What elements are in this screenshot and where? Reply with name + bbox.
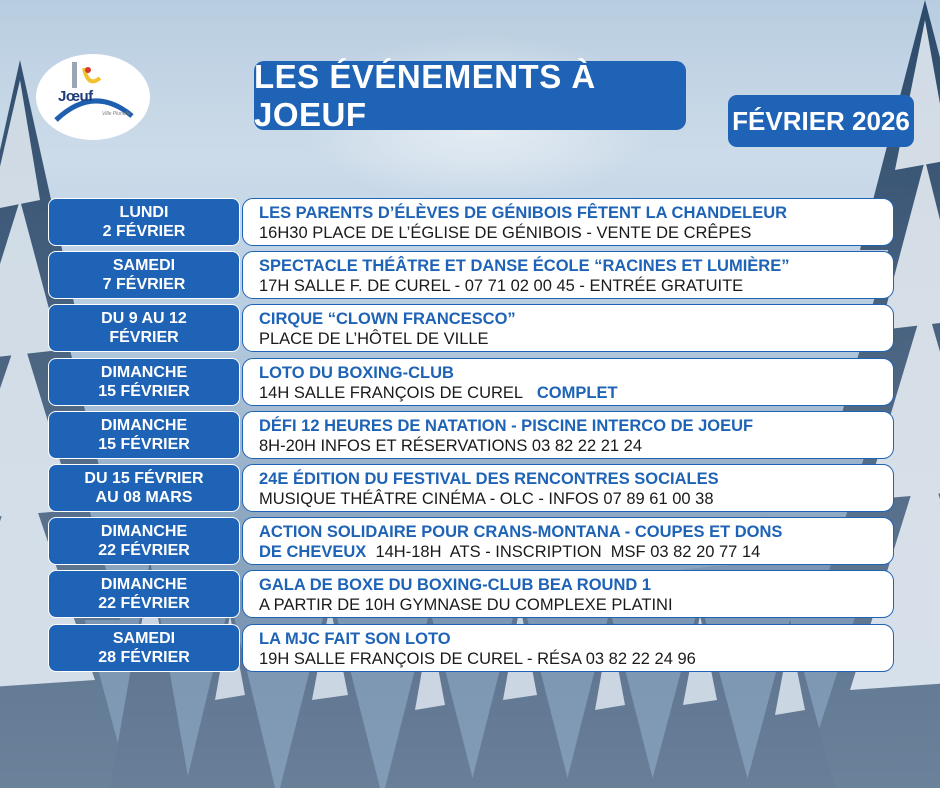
event-date — [48, 358, 240, 406]
event-date-line2: AU 08 MARS — [95, 488, 193, 506]
event-details — [242, 570, 894, 618]
event-date-line2: 28 FÉVRIER — [98, 648, 190, 666]
event-details — [242, 198, 894, 246]
event-date-line2: 15 FÉVRIER — [98, 435, 190, 453]
event-date-line2: 7 FÉVRIER — [102, 276, 186, 294]
event-info: 8H-20H INFOS ET RÉSERVATIONS 03 82 22 21 24 — [259, 436, 643, 455]
month-badge: FÉVRIER 2026 — [728, 95, 914, 147]
event-info: 17H SALLE F. DE CUREL - 07 71 02 00 45 - ENTRÉE GRATUITE — [259, 277, 744, 296]
event-title: DÉFI 12 HEURES DE NATATION - PISCINE INTERCO DE JOEUF — [259, 416, 754, 435]
event-date-line1: DIMANCHE — [100, 523, 188, 541]
event-details — [242, 251, 894, 299]
logo-wordmark: Jœuf — [58, 88, 93, 105]
event-title: ACTION SOLIDAIRE POUR CRANS-MONTANA - COUPES ET DONS — [259, 523, 783, 542]
event-row — [48, 304, 894, 352]
event-title: CIRQUE “CLOWN FRANCESCO” — [259, 310, 516, 329]
event-info: 19H SALLE FRANÇOIS DE CUREL - RÉSA 03 82 22 24 96 — [259, 649, 696, 668]
sold-out-badge: COMPLET — [536, 383, 618, 402]
event-date-line2: 22 FÉVRIER — [98, 542, 190, 560]
event-title: LA MJC FAIT SON LOTO — [259, 629, 451, 648]
event-date-line1: DU 9 AU 12 — [101, 310, 187, 328]
event-row — [48, 464, 894, 512]
event-date — [48, 411, 240, 459]
event-details — [242, 304, 894, 352]
event-date — [48, 198, 240, 246]
event-details — [242, 358, 894, 406]
event-details — [242, 517, 894, 565]
event-details — [242, 411, 894, 459]
event-date — [48, 251, 240, 299]
event-date-line2: 2 FÉVRIER — [102, 223, 186, 240]
event-date-line2: FÉVRIER — [109, 329, 179, 347]
event-date — [48, 570, 240, 618]
event-info-text: 14H SALLE FRANÇOIS DE CUREL — [259, 383, 524, 402]
event-row — [48, 517, 894, 565]
city-logo — [36, 54, 150, 140]
event-row — [48, 251, 894, 299]
event-date-line1: SAMEDI — [112, 257, 176, 275]
event-date — [48, 517, 240, 565]
event-date-line2: 15 FÉVRIER — [98, 382, 190, 400]
event-title: SPECTACLE THÉÂTRE ET DANSE ÉCOLE “RACINES ET LUMIÈRE” — [259, 257, 790, 276]
event-details — [242, 624, 894, 672]
event-details — [242, 464, 894, 512]
event-date-line1: DU 15 FÉVRIER — [84, 469, 204, 487]
event-date-line1: DIMANCHE — [100, 576, 188, 594]
event-info: MUSIQUE THÉÂTRE CINÉMA - OLC - INFOS 07 89 61 00 38 — [259, 489, 714, 508]
event-date — [48, 624, 240, 672]
event-row — [48, 358, 894, 406]
event-info — [259, 383, 893, 403]
event-title: 24E ÉDITION DU FESTIVAL DES RENCONTRES SOCIALES — [259, 469, 719, 488]
event-info: PLACE DE L’HÔTEL DE VILLE — [259, 330, 489, 349]
event-title: LOTO DU BOXING-CLUB — [259, 363, 454, 382]
event-row — [48, 570, 894, 618]
event-info: A PARTIR DE 10H GYMNASE DU COMPLEXE PLATINI — [259, 596, 673, 615]
event-date-line1: DIMANCHE — [100, 363, 188, 381]
event-row — [48, 411, 894, 459]
event-date — [48, 464, 240, 512]
event-date-line1: LUNDI — [119, 204, 169, 221]
event-title: LES PARENTS D’ÉLÈVES DE GÉNIBOIS FÊTENT LA CHANDELEUR — [259, 204, 788, 222]
logo-tagline: Ville Plurielle — [102, 111, 131, 117]
event-row — [48, 624, 894, 672]
event-date-line1: DIMANCHE — [100, 416, 188, 434]
event-info: 16H30 PLACE DE L’ÉGLISE DE GÉNIBOIS - VENTE DE CRÊPES — [259, 224, 752, 242]
event-date-line1: SAMEDI — [112, 629, 176, 647]
page-title: LES ÉVÉNEMENTS À JOEUF — [254, 61, 686, 130]
event-title: GALA DE BOXE DU BOXING-CLUB BEA ROUND 1 — [259, 576, 652, 595]
logo-emblem-icon — [36, 54, 150, 140]
event-info — [259, 542, 893, 562]
event-info-text: 14H-18H ATS - INSCRIPTION MSF 03 82 20 77 14 — [366, 543, 761, 562]
event-date — [48, 304, 240, 352]
event-row — [48, 198, 894, 246]
events-list — [48, 198, 894, 677]
event-date-line2: 22 FÉVRIER — [98, 595, 190, 613]
event-title-continued: DE CHEVEUX — [259, 543, 367, 562]
